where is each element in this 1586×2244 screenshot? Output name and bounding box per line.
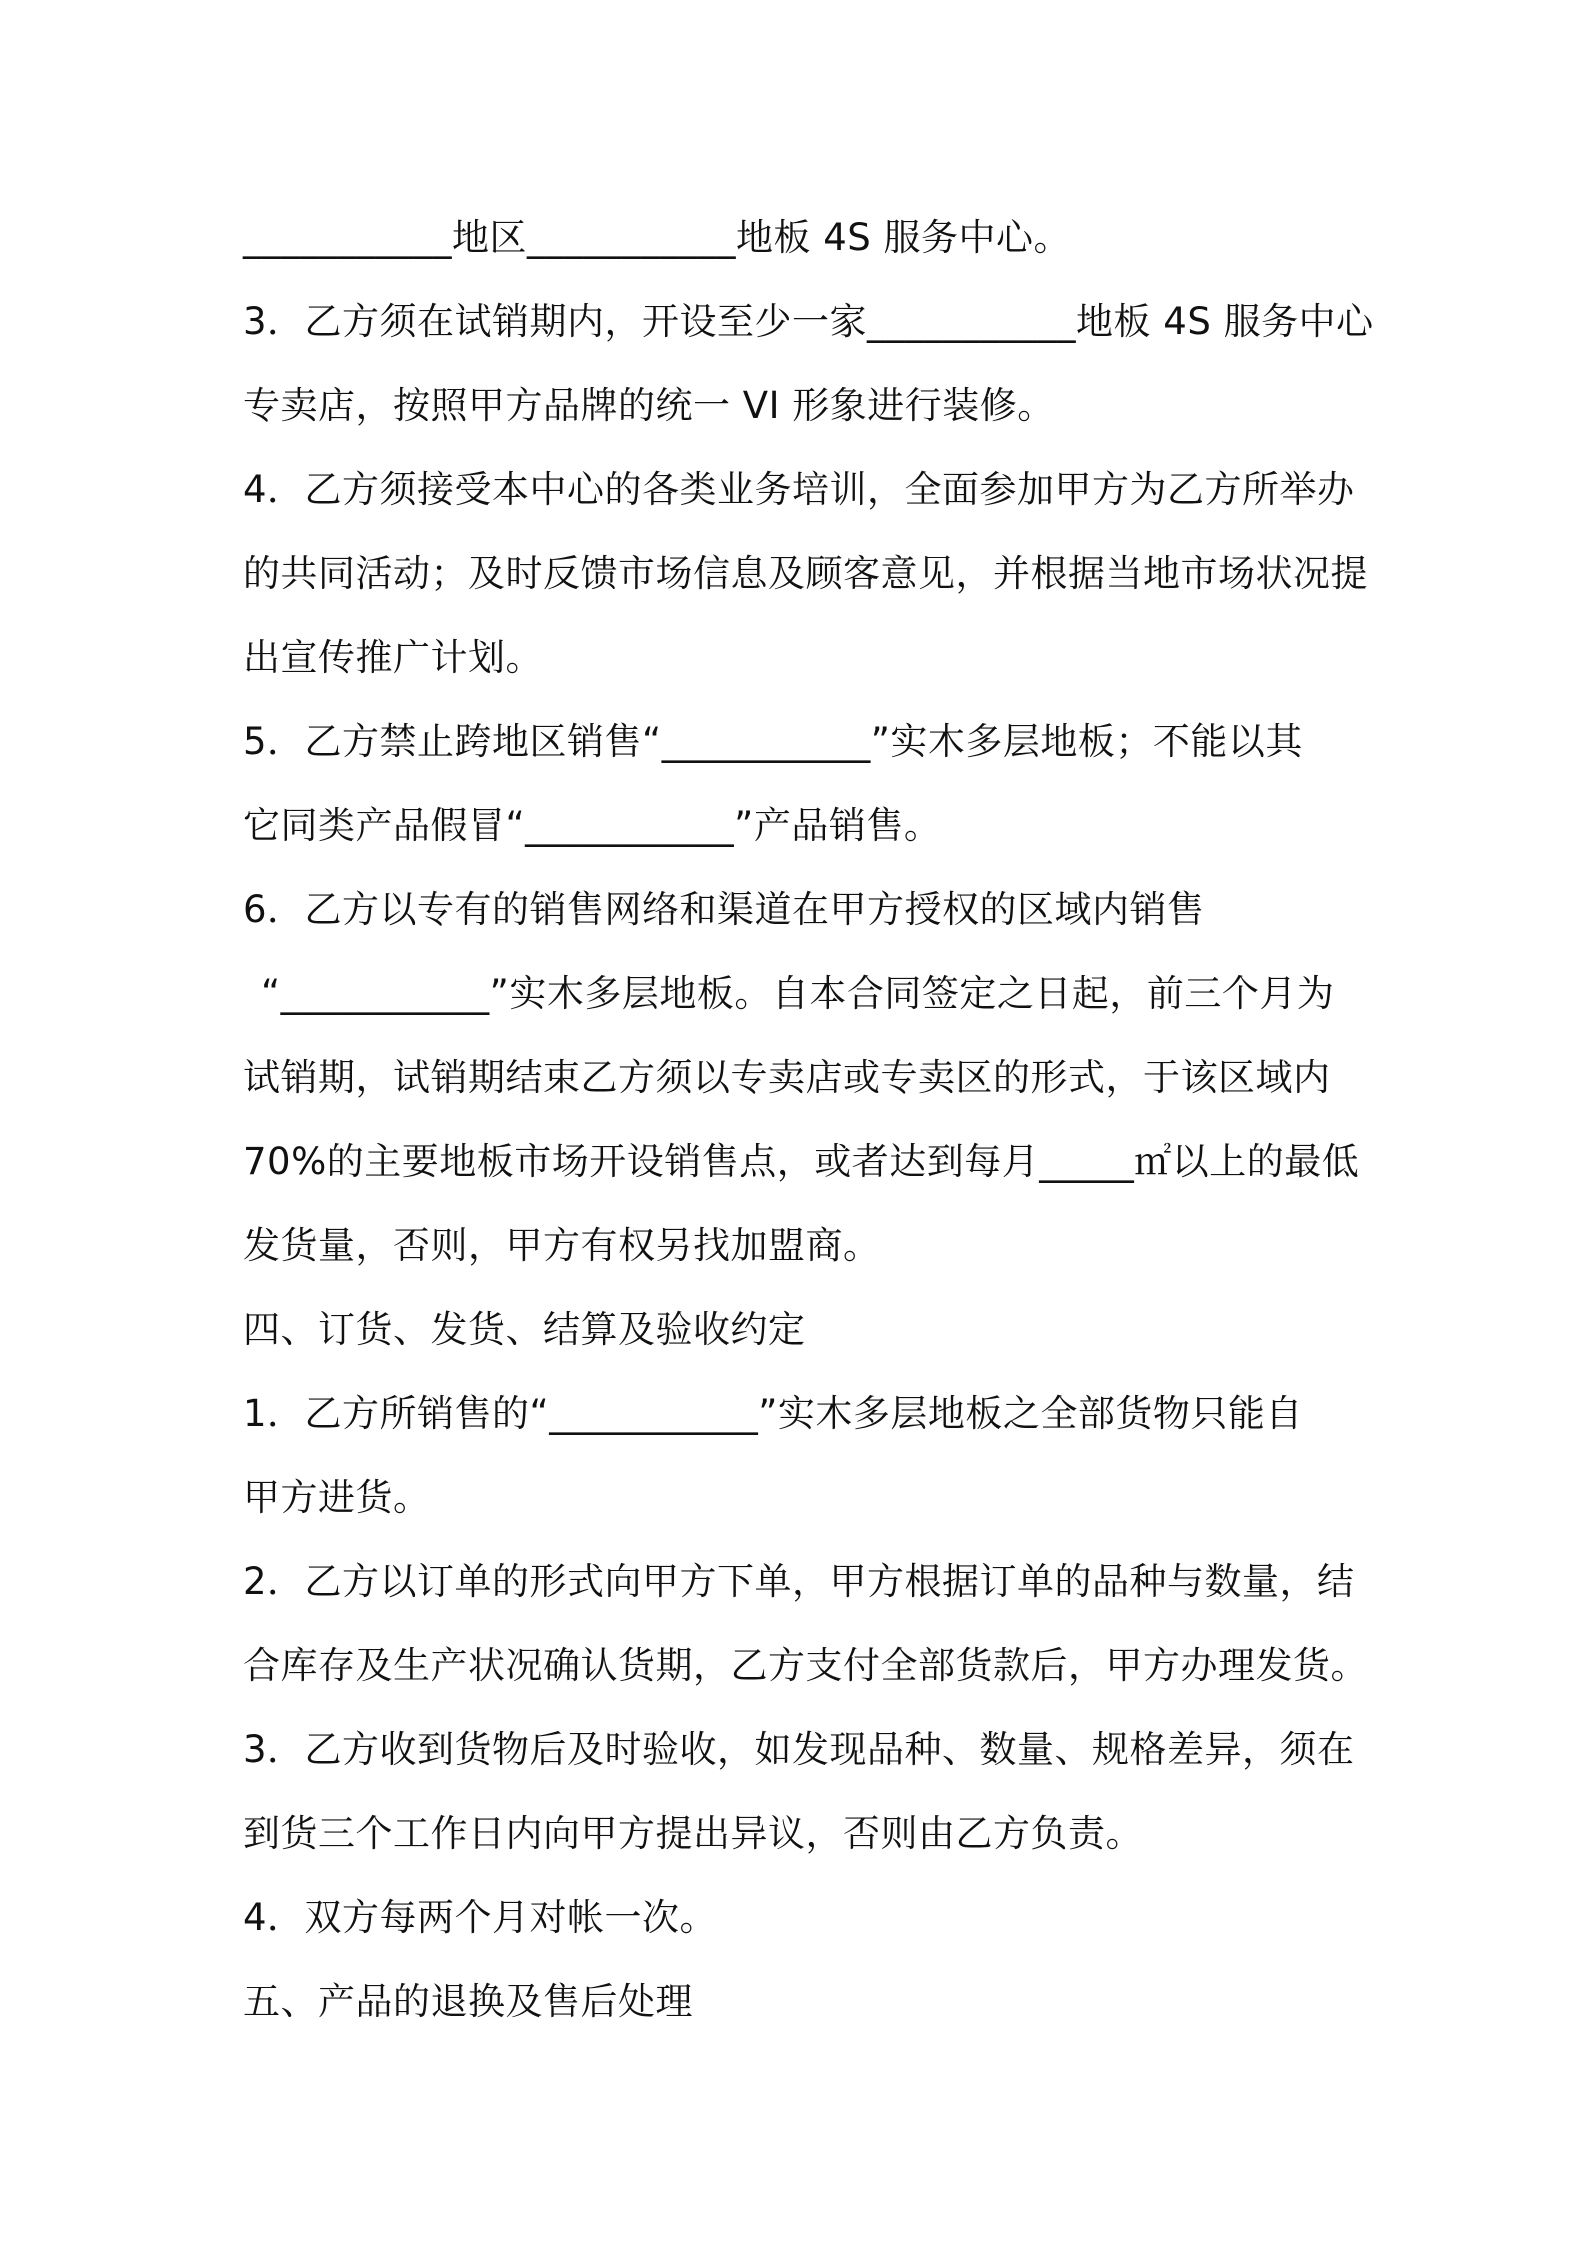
text-line: ___________地区___________地板 4S 服务中心。: [243, 216, 1072, 259]
text-line: “___________”实木多层地板。自本合同签定之日起，前三个月为: [261, 972, 1335, 1015]
text-line: 专卖店，按照甲方品牌的统一 VI 形象进行装修。: [243, 384, 1055, 427]
text-line: 4．双方每两个月对帐一次。: [243, 1896, 718, 1939]
text-line: 到货三个工作日内向甲方提出异议，否则由乙方负责。: [243, 1812, 1143, 1855]
text-line: 1．乙方所销售的“___________”实木多层地板之全部货物只能自: [243, 1392, 1303, 1435]
text-line: 6．乙方以专有的销售网络和渠道在甲方授权的区域内销售: [243, 888, 1205, 931]
text-line: 发货量，否则，甲方有权另找加盟商。: [243, 1224, 881, 1267]
text-line: 70%的主要地板市场开设销售点，或者达到每月_____㎡以上的最低: [243, 1140, 1360, 1183]
text-line: 3．乙方须在试销期内，开设至少一家___________地板 4S 服务中心: [243, 300, 1374, 343]
text-line: 5．乙方禁止跨地区销售“___________”实木多层地板；不能以其: [243, 720, 1303, 763]
section-heading: 四、订货、发货、结算及验收约定: [243, 1308, 806, 1351]
text-line: 的共同活动；及时反馈市场信息及顾客意见，并根据当地市场状况提: [243, 552, 1368, 595]
text-line: 2．乙方以订单的形式向甲方下单，甲方根据订单的品种与数量，结: [243, 1560, 1355, 1603]
section-heading: 五、产品的退换及售后处理: [243, 1980, 693, 2023]
text-line: 4．乙方须接受本中心的各类业务培训，全面参加甲方为乙方所举办: [243, 468, 1355, 511]
text-line: 甲方进货。: [243, 1476, 431, 1519]
document-body: [243, 196, 1374, 2044]
text-line: 它同类产品假冒“___________”产品销售。: [243, 804, 942, 847]
text-line: 3．乙方收到货物后及时验收，如发现品种、数量、规格差异，须在: [243, 1728, 1355, 1771]
text-line: 试销期，试销期结束乙方须以专卖店或专卖区的形式，于该区域内: [243, 1056, 1331, 1099]
text-line: 出宣传推广计划。: [243, 636, 543, 679]
text-line: 合库存及生产状况确认货期，乙方支付全部货款后，甲方办理发货。: [243, 1644, 1368, 1687]
